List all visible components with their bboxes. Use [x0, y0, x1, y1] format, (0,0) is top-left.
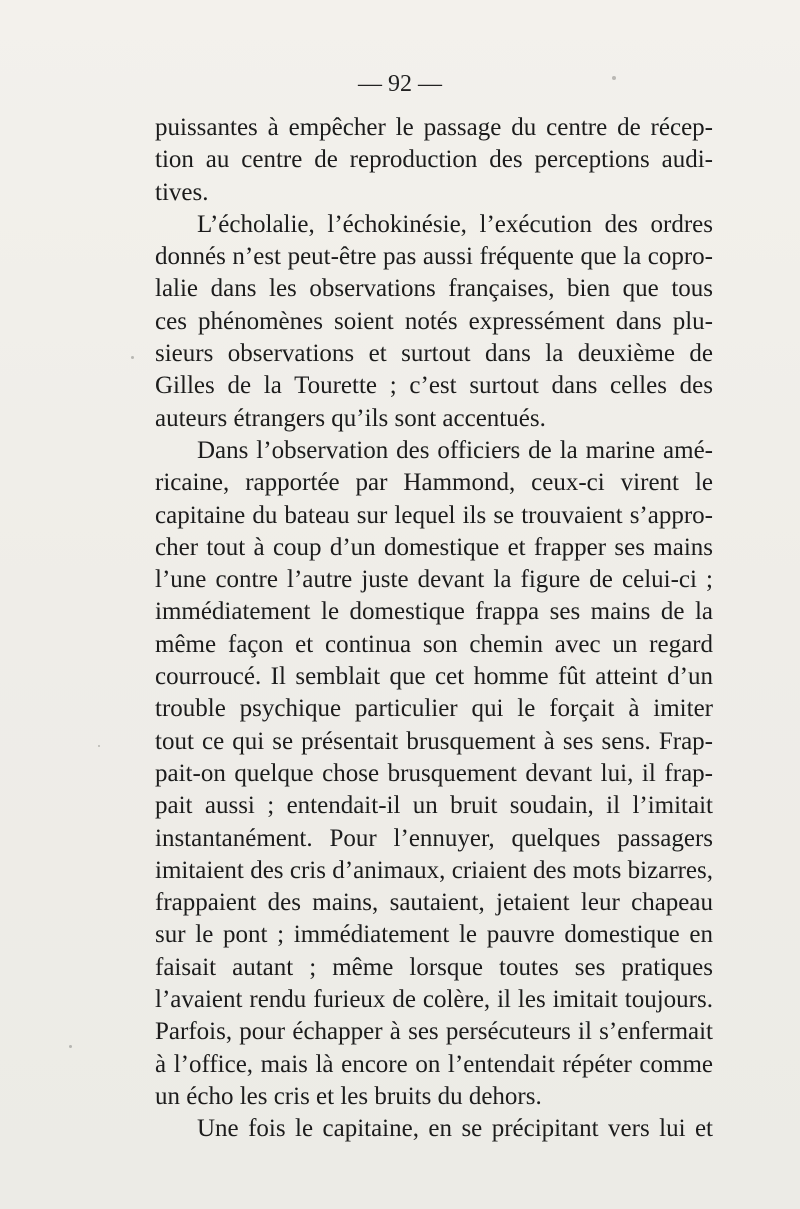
text-line: sur le pont ; immédiatement le pauvre domestique en — [155, 921, 713, 949]
text-line: tout ce qui se présentait brusquement à ses sens. Frap- — [155, 727, 713, 755]
text-line: ces phénomènes soient notés expressément dans plu- — [155, 307, 713, 335]
body-text — [155, 112, 713, 1146]
text-line: cher tout à coup d’un domestique et frapper ses mains — [155, 533, 713, 561]
text-line: ricaine, rapportée par Hammond, ceux-ci virent le — [155, 469, 713, 497]
ink-speck — [69, 1045, 72, 1048]
paragraph-first-line: L’écholalie, l’échokinésie, l’exécution des ordres — [197, 210, 713, 238]
text-line: puissantes à empêcher le passage du centre de récep- — [155, 114, 713, 141]
text-line: capitaine du bateau sur lequel ils se trouvaient s’appro- — [155, 501, 713, 529]
paragraph-first-line: Une fois le capitaine, en se précipitant vers lui et — [197, 1115, 713, 1143]
text-line: lalie dans les observations françaises, bien que tous — [155, 275, 713, 303]
text-line: immédiatement le domestique frappa ses mains de la — [155, 598, 713, 626]
text-line: l’avaient rendu furieux de colère, il les imitait toujours. — [155, 986, 713, 1014]
text-line: instantanément. Pour l’ennuyer, quelques passagers — [155, 824, 713, 852]
text-line: imitaient des cris d’animaux, criaient des mots bizarres, — [155, 856, 713, 884]
page-number: — 92 — — [358, 71, 442, 97]
text-line: trouble psychique particulier qui le forçait à imiter — [155, 695, 713, 723]
ink-speck — [131, 356, 134, 359]
text-line: tion au centre de reproduction des perceptions audi- — [155, 146, 713, 174]
text-line: faisait autant ; même lorsque toutes ses pratiques — [155, 953, 713, 981]
text-line: même façon et continua son chemin avec un regard — [155, 630, 713, 658]
text-line: Gilles de la Tourette ; c’est surtout dans celles des — [155, 372, 713, 400]
text-line: à l’office, mais là encore on l’entendait répéter comme — [155, 1050, 713, 1078]
ink-speck — [98, 745, 100, 747]
text-line: tives. — [155, 178, 209, 206]
text-line: courroucé. Il semblait que cet homme fût atteint d’un — [155, 663, 713, 691]
text-line: auteurs étrangers qu’ils sont accentués. — [155, 404, 546, 432]
text-line: pait-on quelque chose brusquement devant lui, il frap- — [155, 759, 713, 787]
text-line: donnés n’est peut-être pas aussi fréquente que la copro- — [155, 243, 713, 271]
text-line: Parfois, pour échapper à ses persécuteurs il s’enfermait — [155, 1018, 713, 1046]
text-line: frappaient des mains, sautaient, jetaient leur chapeau — [155, 889, 713, 917]
text-line: sieurs observations et surtout dans la deuxième de — [155, 340, 713, 368]
text-line: un écho les cris et les bruits du dehors. — [155, 1082, 542, 1110]
text-line: l’une contre l’autre juste devant la figure de celui-ci ; — [155, 566, 713, 594]
paragraph-first-line: Dans l’observation des officiers de la marine amé- — [197, 436, 713, 464]
text-line: pait aussi ; entendait-il un bruit soudain, il l’imitait — [155, 792, 713, 820]
